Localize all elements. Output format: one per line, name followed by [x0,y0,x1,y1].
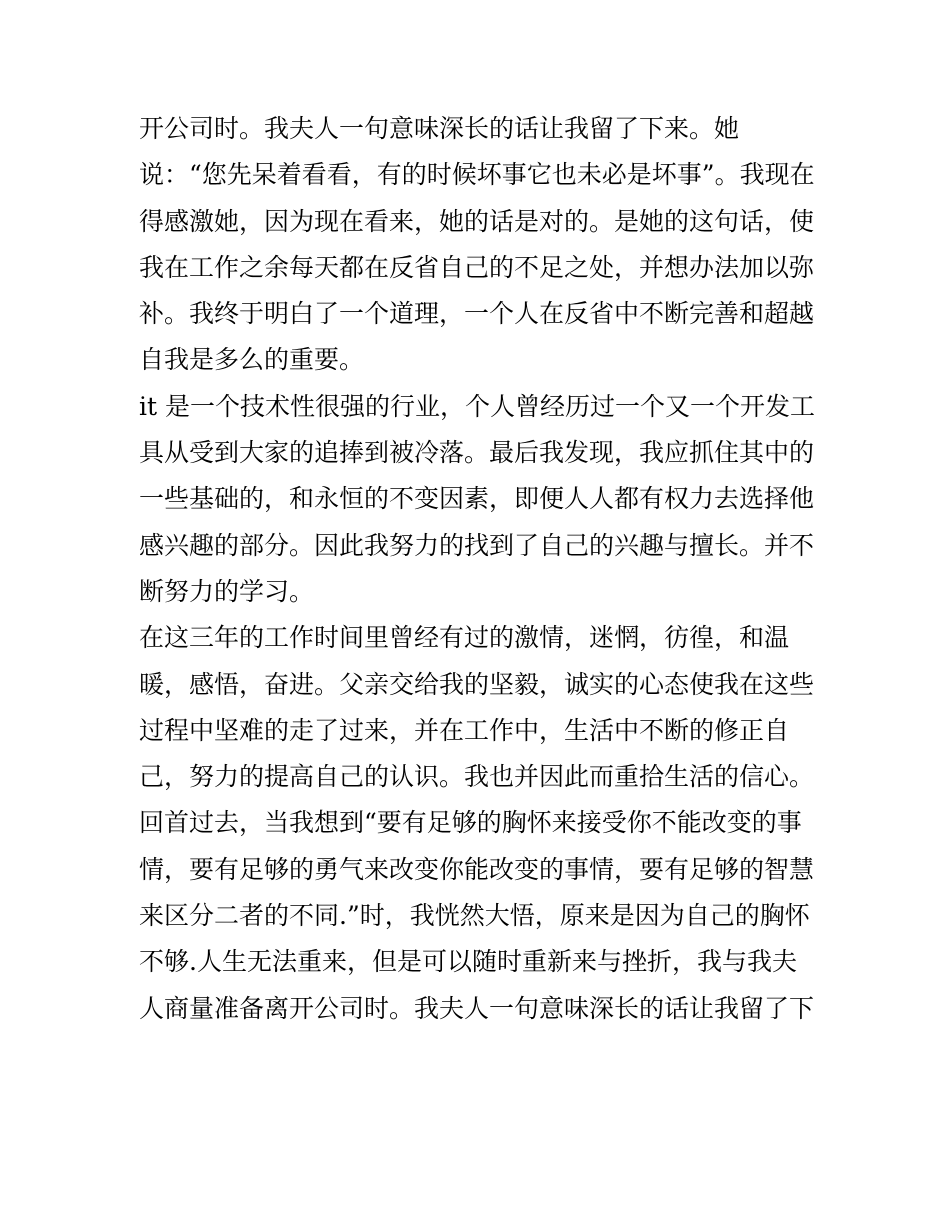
text-line: 我在工作之余每天都在反省自己的不足之处，并想办法加以弥 [139,252,815,282]
text-line: 己，努力的提高自己的认识。我也并因此而重拾生活的信心。 [139,762,815,792]
text-line: it 是一个技术性很强的行业，个人曾经历过一个又一个开发工 [139,391,815,421]
text-line: 断努力的学习。 [139,576,315,606]
text-line: 自我是多么的重要。 [139,345,365,375]
text-line: 在这三年的工作时间里曾经有过的激情，迷惘，彷徨，和温 [139,623,790,653]
text-line: 得感激她，因为现在看来，她的话是对的。是她的这句话，使 [139,206,815,236]
text-line: 回首过去，当我想到“要有足够的胸怀来接受你不能改变的事 [139,808,802,838]
text-line: 人商量准备离开公司时。我夫人一句意味深长的话让我留了下 [139,993,815,1023]
body-text [139,106,819,1032]
text-line: 具从受到大家的追捧到被冷落。最后我发现，我应抓住其中的 [139,438,815,468]
text-line: 说：“您先呆着看看，有的时候坏事它也未必是坏事”。我现在 [139,160,815,190]
text-line: 开公司时。我夫人一句意味深长的话让我留了下来。她 [139,114,740,143]
text-line: 感兴趣的部分。因此我努力的找到了自己的兴趣与擅长。并不 [139,530,815,560]
text-line: 暖，感悟，奋进。父亲交给我的坚毅，诚实的心态使我在这些 [139,669,815,699]
text-line: 来区分二者的不同.”时，我恍然大悟，原来是因为自己的胸怀 [139,901,810,931]
text-line: 情，要有足够的勇气来改变你能改变的事情，要有足够的智慧 [139,854,815,884]
text-line: 补。我终于明白了一个道理，一个人在反省中不断完善和超越 [139,299,815,329]
text-line: 不够.人生无法重来，但是可以随时重新来与挫折，我与我夫 [139,947,797,977]
text-line: 过程中坚难的走了过来，并在工作中，生活中不断的修正自 [139,715,790,745]
text-line: 一些基础的，和永恒的不变因素，即便人人都有权力去选择他 [139,484,815,514]
